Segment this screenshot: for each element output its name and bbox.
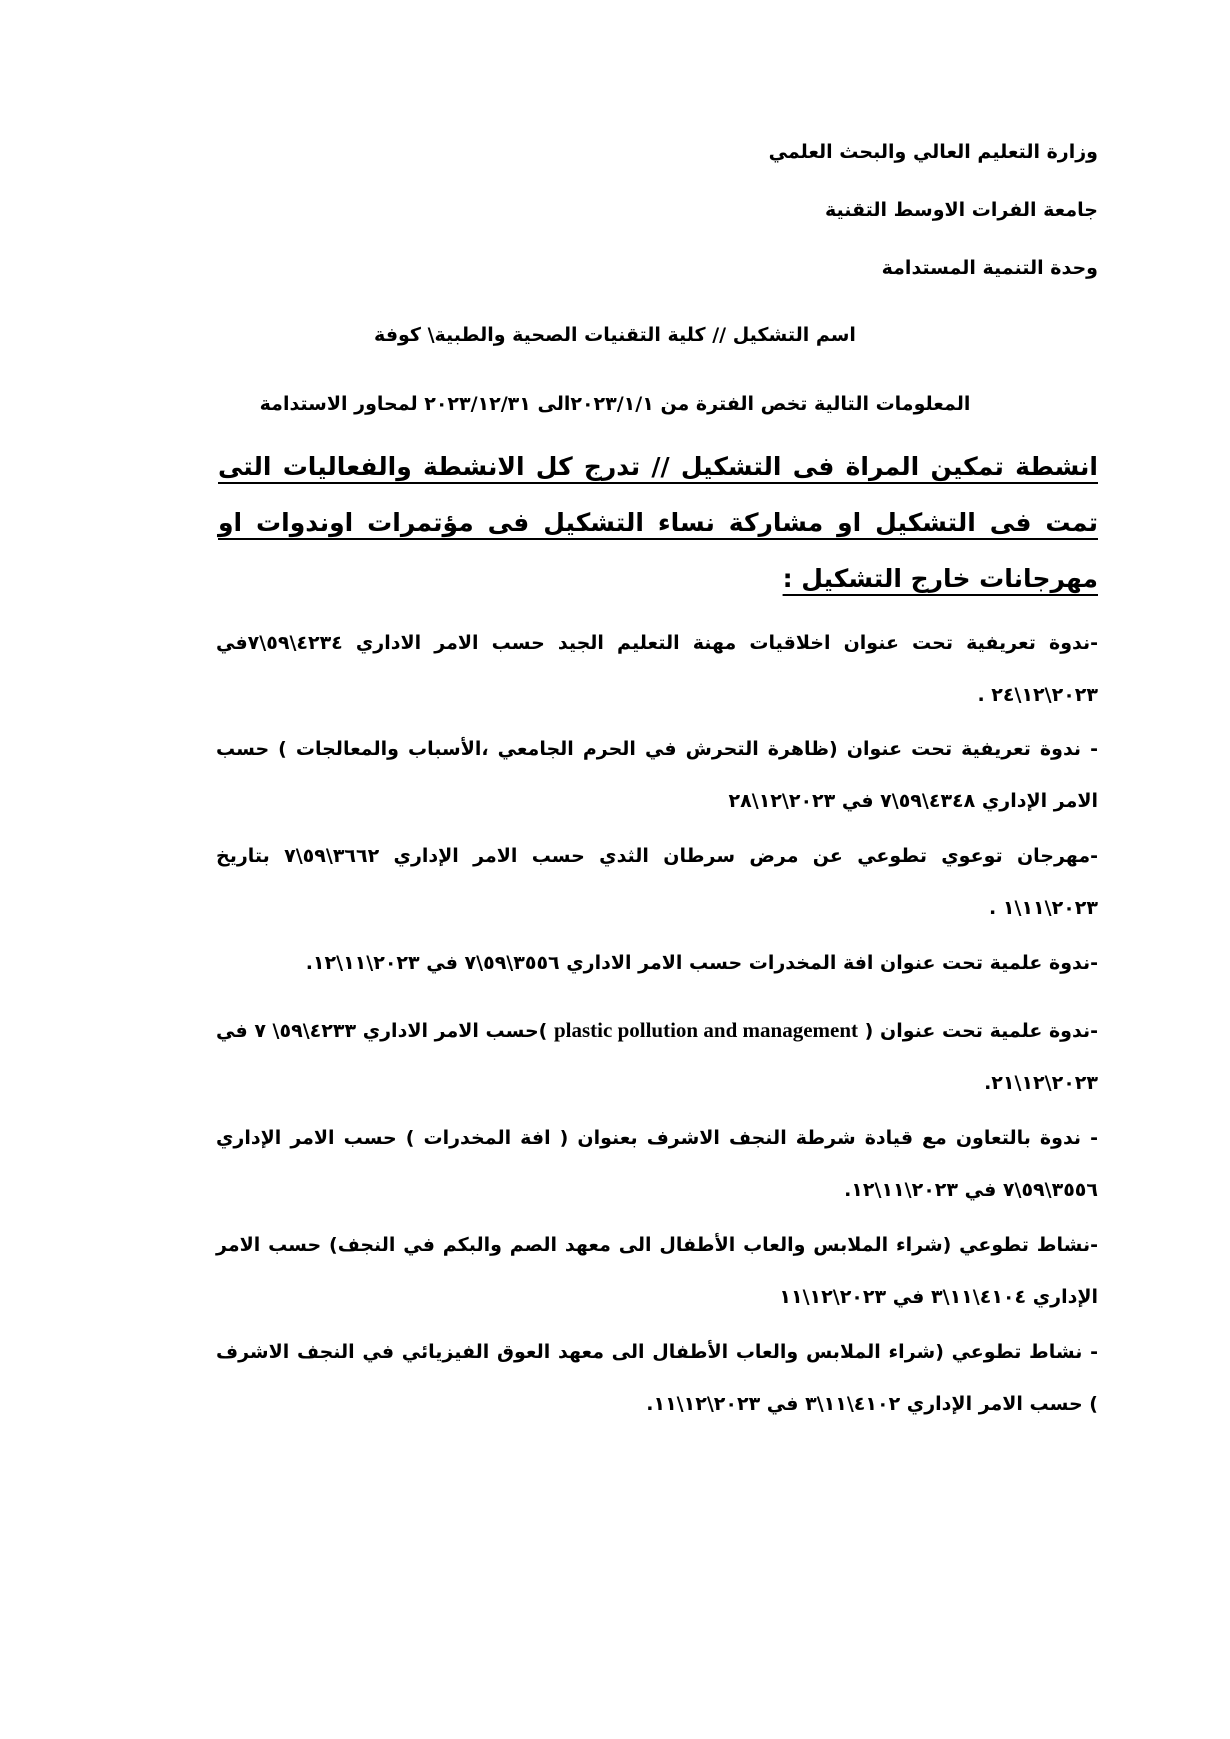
activity-item: -مهرجان توعوي تطوعي عن مرض سرطان الثدي حسب الامر الإداري ٣٦٦٢\٥٩\٧ بتاريخ ٢٠٢٣\١١\١ . [216,845,1098,919]
activity-text-before: -ندوة علمية تحت عنوان ( [864,1020,1098,1042]
activity-item: -ندوة تعريفية تحت عنوان اخلاقيات مهنة التعليم الجيد حسب الامر الاداري ٤٢٣٤\٥٩\٧في ٢٠٢٣\١٢\٢٤ . [216,632,1098,706]
formation-name: اسم التشكيل // كلية التقنيات الصحية والطبية\ كوفة [374,324,856,346]
activity-item: - ندوة تعريفية تحت عنوان (ظاهرة التحرش في الحرم الجامعي ،الأسباب والمعالجات ) حسب الامر الإداري ٤٣٤٨\٥٩\٧ في ٢٠٢٣\١٢\٢٨ [216,738,1098,812]
activity-item: - نشاط تطوعي (شراء الملابس والعاب الأطفال الى معهد العوق الفيزيائي في النجف الاشرف ) حسب الامر الإداري ٤١٠٢\١١\٣ في ٢٠٢٣\١٢\١١. [216,1341,1098,1415]
university-name: جامعة الفرات الاوسط التقنية [824,199,1098,221]
unit-name: وحدة التنمية المستدامة [881,257,1098,279]
reporting-period: المعلومات التالية تخص الفترة من ٢٠٢٣/١/١الى ٢٠٢٣/١٢/٣١ لمحاور الاستدامة [259,393,971,415]
section-heading: انشطة تمكين المراة فى التشكيل // تدرج كل الانشطة والفعاليات التى تمت فى التشكيل او مشاركة نساء التشكيل فى مؤتمرات اوندوات او مهرجانات خارج التشكيل : [218,452,1098,593]
activity-item: -ندوة علمية تحت عنوان افة المخدرات حسب الامر الاداري ٣٥٥٦\٥٩\٧ في ٢٠٢٣\١١\١٢. [305,952,1098,974]
activity-item [216,1004,1098,1109]
ministry-name: وزارة التعليم العالي والبحث العلمي [768,141,1098,163]
activity-text-after: )حسب الامر الاداري ٤٢٣٣\٥٩\ ٧ في ٢٠٢٣\١٢\٢١. [216,1020,1098,1094]
activity-item: - ندوة بالتعاون مع قيادة شرطة النجف الاشرف بعنوان ( افة المخدرات ) حسب الامر الإداري ٣٥٥٦\٥٩\٧ في ٢٠٢٣\١١\١٢. [216,1127,1098,1201]
activity-item: -نشاط تطوعي (شراء الملابس والعاب الأطفال الى معهد الصم والبكم في النجف) حسب الامر الإداري ٤١٠٤\١١\٣ في ٢٠٢٣\١٢\١١ [216,1234,1098,1308]
english-title: plastic pollution and management [553,1018,859,1042]
